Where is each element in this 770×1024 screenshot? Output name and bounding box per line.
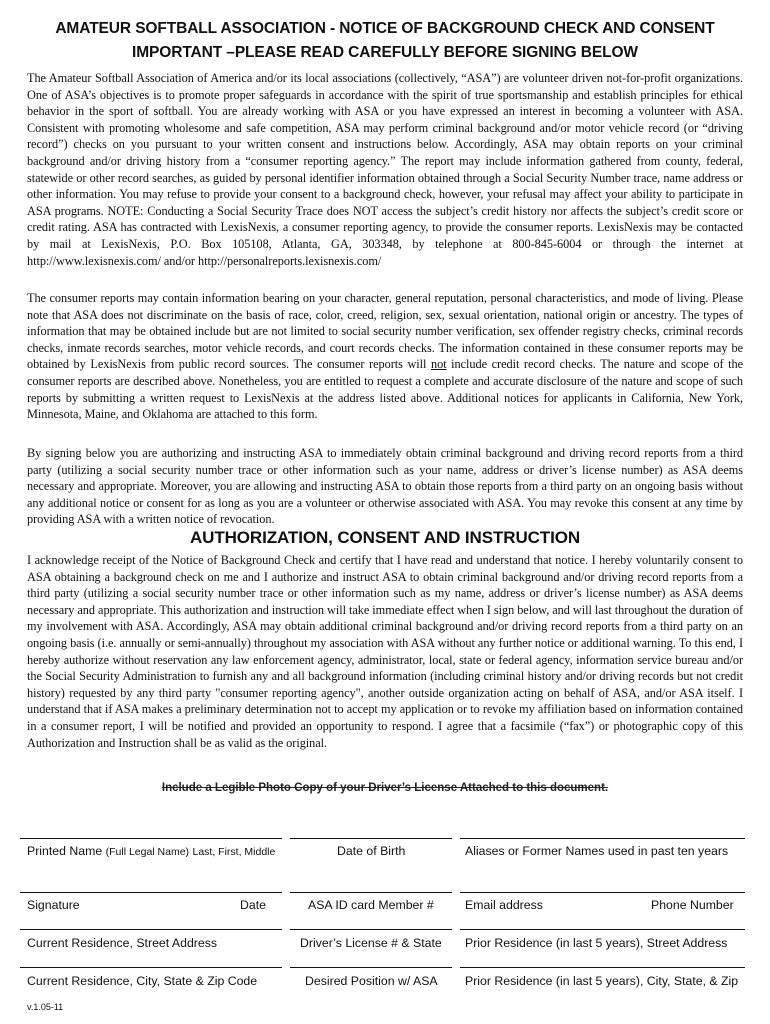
notice-paragraph-2 [27, 290, 743, 423]
signature-line[interactable] [20, 892, 282, 893]
asa-id-label: ASA ID card Member # [308, 898, 434, 912]
printed-name-text: Printed Name [27, 844, 103, 858]
authorization-paragraph: I acknowledge receipt of the Notice of Background Check and certify that I have read and understand that notice. I hereby voluntarily consent to ASA obtaining a background check on me and I authorize and instruct ASA to obtain criminal background and/or driving record reports from a third party (utilizing a social security number trace or other information such as my name, address or driver’s license number) as ASA deems necessary and appropriate. This authorization and instruction will take immediate effect when I sign below, and will last throughout the duration of my involvement with ASA. Accordingly, ASA may obtain additional criminal background and/or driving record reports from a third party on an ongoing basis (i.e. annually or semi-annually) throughout my association with ASA without any further notice or additional warning. To this end, I hereby authorize without reservation any law enforcement agency, administrator, local, state or federal agency, information service bureau and/or the Social Security Administration to furnish any and all background information (including criminal history and/or driving records but not credit history) requested by any third party "consumer reporting agency", another outside organization acting on behalf of ASA, and/or ASA itself. I understand that if ASA makes a preliminary determination not to accept my application or to revoke my affiliation based on information contained in a consumer report, I will be notified and provided an opportunity to respond. I agree that a facsimile (“fax”) or photographic copy of this Authorization and Instruction shall be as valid as the original. [27, 553, 743, 750]
city-line[interactable] [20, 967, 282, 968]
email-label: Email address [465, 898, 543, 912]
aliases-line[interactable] [460, 838, 745, 839]
dob-line[interactable] [290, 838, 452, 839]
license-label: Driver’s License # & State [300, 936, 442, 950]
aliases-label: Aliases or Former Names used in past ten years [465, 844, 729, 858]
email-phone-line[interactable] [460, 892, 745, 893]
notice-paragraph-1: The Amateur Softball Association of America and/or its local associations (collectively, “ASA”) are volunteer driven not-for-profit organizations. One of ASA’s objectives is to promote proper safeguards in accordance with the spirit of true sportsmanship and establish principles for ethical behavior in the sport of softball. You are already working with ASA or you have expressed an interest in becoming a volunteer with ASA. Consistent with promoting wholesome and safe competition, ASA may perform criminal background and/or motor vehicle record (or “driving record”) checks on you pursuant to your written consent and instructions below. Accordingly, ASA may obtain reports on your criminal background and/or driving history from a “consumer reporting agency.” The report may include information gathered from county, federal, statewide or other record searches, as guided by personal identifier information obtained through a Social Security Number trace, name address or other information. You may refuse to provide your consent to a background check, however, your refusal may affect your ability to participate in ASA programs. NOTE: Conducting a Social Security Trace does NOT access the subject’s credit history nor affects the subject’s credit score or credit rating. ASA has contracted with LexisNexis, a consumer reporting agency, to provide the consumer reports. LexisNexis may be contacted by mail at LexisNexis, P.O. Box 105108, Atlanta, GA, 303348, by telephone at 800-845-6004 or through the internet at http://www.lexisnexis.com/ and/or http://personalreports.lexisnexis.com/ [27, 71, 743, 268]
printed-name-label [27, 844, 275, 858]
authorization-heading: AUTHORIZATION, CONSENT AND INSTRUCTION [189, 528, 580, 547]
notice-paragraph-2-part-a: The consumer reports may contain information bearing on your character, general reputation, personal characteristics, and mode of living. Please note that ASA does not discriminate on the basis of race, color, creed, religion, sex, sexual orientation, national origin or ancestry. The types of information that may be obtained include but are not limited to social security number verification, sex offender registry checks, criminal records checks, inmate records searches, motor vehicle records, and court records checks. The information contained in these consumer reports may be obtained by LexisNexis from public record sources. The consumer reports will [27, 291, 743, 372]
asa-id-line[interactable] [290, 892, 452, 893]
notice-underlined-not: not [431, 357, 447, 372]
form-version: v.1.05-11 [27, 1002, 64, 1012]
city-label: Current Residence, City, State & Zip Code [27, 974, 258, 988]
prior-street-line[interactable] [460, 929, 745, 930]
date-label: Date [240, 898, 266, 912]
dob-label: Date of Birth [337, 844, 406, 858]
prior-city-label: Prior Residence (in last 5 years), City, State, & Zip [465, 974, 739, 988]
position-label: Desired Position w/ ASA [305, 974, 438, 988]
notice-paragraph-3: By signing below you are authorizing and instructing ASA to immediately obtain criminal background and driving record reports from a third party (utilizing a social security number trace or other information such as your name, address or driver’s license number) as ASA deems necessary and appropriate. Moreover, you are allowing and instructing ASA to obtain those reports from a third party on an ongoing basis without any additional notice or consent for as long as you are a volunteer or otherwise associated with ASA. You may revoke this consent at any time by providing ASA with a written notice of revocation. [27, 446, 743, 527]
street-line[interactable] [20, 929, 282, 930]
drivers-license-note: Include a Legible Photo Copy of your Driver’s License Attached to this document. [161, 782, 609, 794]
form-subtitle: IMPORTANT –PLEASE READ CAREFULLY BEFORE SIGNING BELOW [132, 44, 638, 61]
phone-label: Phone Number [651, 898, 734, 912]
street-label: Current Residence, Street Address [27, 936, 218, 950]
form-title: AMATEUR SOFTBALL ASSOCIATION - NOTICE OF BACKGROUND CHECK AND CONSENT [55, 20, 715, 37]
printed-name-line[interactable] [20, 838, 282, 839]
signature-label: Signature [27, 898, 80, 912]
prior-city-line[interactable] [460, 967, 745, 968]
position-line[interactable] [290, 967, 452, 968]
notice-paragraph-2-part-b: include credit record checks. The nature and scope of the consumer reports are described above. Nonetheless, you are entitled to request a complete and accurate disclosure of the nature and scope of such reports by submitting a written request to LexisNexis at the address listed above. Additional notices for applicants in California, New York, Minnesota, Maine, and Oklahoma are attached to this form. [27, 357, 743, 422]
license-line[interactable] [290, 929, 452, 930]
printed-name-order: Last, First, Middle [192, 846, 276, 858]
prior-street-label: Prior Residence (in last 5 years), Street Address [465, 936, 728, 950]
printed-name-hint: (Full Legal Name) [105, 846, 190, 858]
